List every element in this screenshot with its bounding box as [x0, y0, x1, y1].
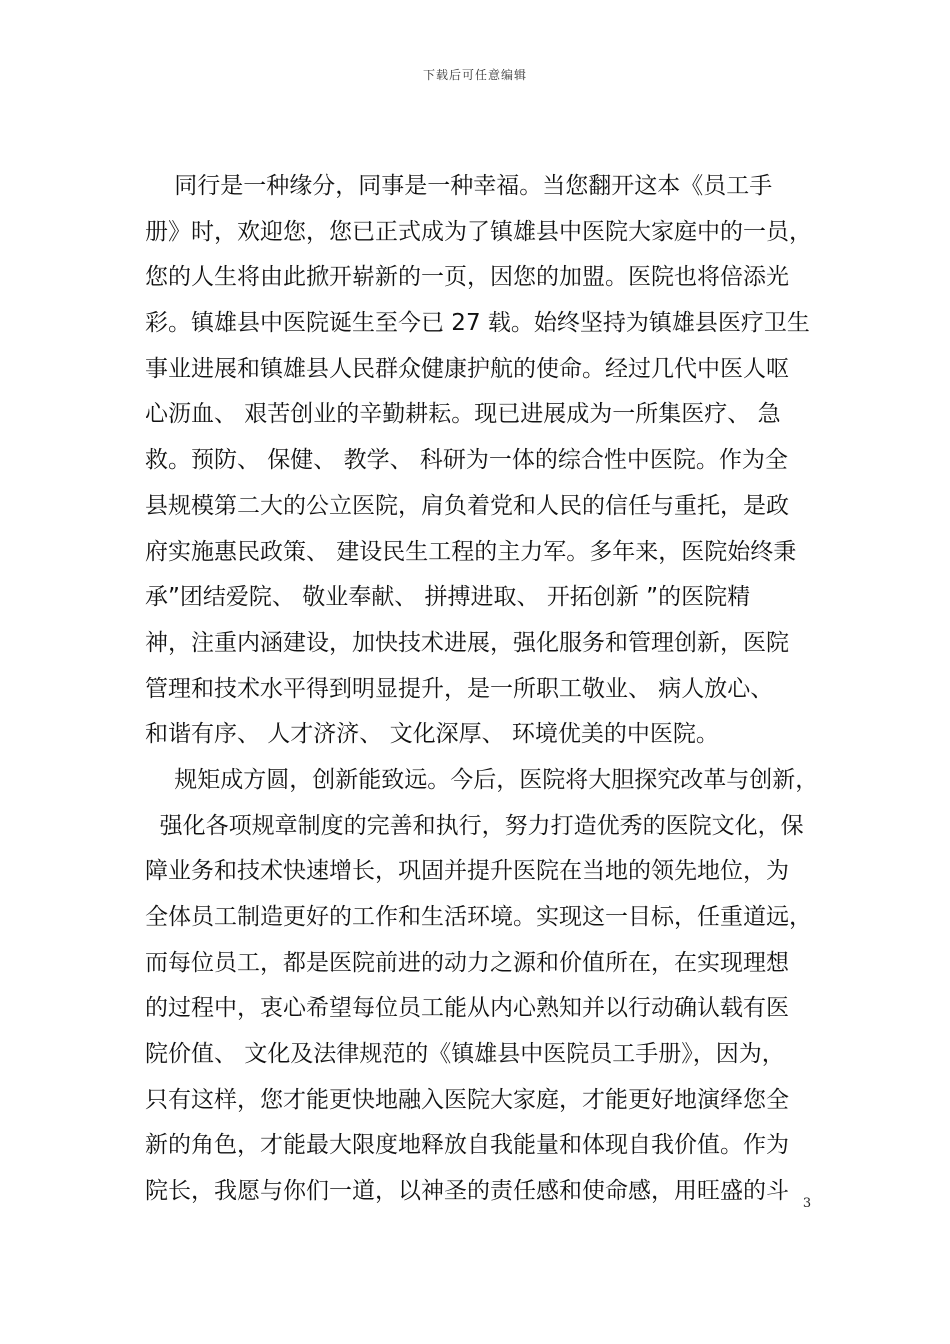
text-line: 府实施惠民政策、 建设民生工程的主力军。多年来，医院始终秉 [145, 538, 797, 565]
body-text [145, 164, 819, 1215]
text-line: 承”团结爱院、 敬业奉献、 拼搏进取、 开拓创新 ”的医院精 [145, 584, 751, 611]
text-line: 全体员工制造更好的工作和生活环境。实现这一目标，任重道远， [145, 904, 812, 930]
text-line: 心沥血、 艰苦创业的辛勤耕耘。现已进展成为一所集医疗、 急 [145, 401, 781, 428]
text-line: 院长，我愿与你们一道，以神圣的责任感和使命感，用旺盛的斗 [145, 1178, 789, 1205]
text-line: 救。预防、 保健、 教学、 科研为一体的综合性中医院。作为全 [145, 447, 788, 474]
text-line: 规矩成方圆，创新能致远。今后，医院将大胆探究改革与创新， [145, 766, 819, 793]
text-line: 管理和技术水平得到明显提升，是一所职工敬业、 病人放心、 [145, 675, 774, 702]
text-line: 县规模第二大的公立医院，肩负着党和人民的信任与重托，是政 [145, 492, 789, 519]
header-note: 下载后可任意编辑 [422, 68, 527, 82]
text-line: 强化各项规章制度的完善和执行，努力打造优秀的医院文化，保 [145, 812, 804, 839]
text-line: 新的角色，才能最大限度地释放自我能量和体现自我价值。作为 [145, 1132, 789, 1159]
text-line: 院价值、 文化及法律规范的《镇雄县中医院员工手册》，因为， [145, 1041, 785, 1068]
text-line: 事业进展和镇雄县人民群众健康护航的使命。经过几代中医人呕 [145, 355, 789, 382]
text-line: 的过程中，衷心希望每位员工能从内心熟知并以行动确认载有医 [145, 995, 789, 1022]
text-line: 只有这样，您才能更快地融入医院大家庭，才能更好地演绎您全 [145, 1086, 789, 1113]
text-line: 神，注重内涵建设，加快技术进展，强化服务和管理创新，医院 [145, 629, 789, 656]
text-line: 同行是一种缘分，同事是一种幸福。当您翻开这本《员工手 [145, 173, 773, 199]
page-number: 3 [802, 1196, 812, 1211]
text-line: 彩。镇雄县中医院诞生至今已 27 载。始终坚持为镇雄县医疗卫生 [145, 310, 810, 337]
text-line: 册》时，欢迎您，您已正式成为了镇雄县中医院大家庭中的一员， [145, 218, 812, 245]
text-line: 障业务和技术快速增长，巩固并提升医院在当地的领先地位，为 [145, 858, 789, 885]
text-line: 而每位员工，都是医院前进的动力之源和价值所在，在实现理想 [145, 949, 789, 976]
text-line: 和谐有序、 人才济济、 文化深厚、 环境优美的中医院。 [145, 721, 719, 748]
text-line: 您的人生将由此掀开崭新的一页，因您的加盟。医院也将倍添光 [145, 264, 789, 291]
